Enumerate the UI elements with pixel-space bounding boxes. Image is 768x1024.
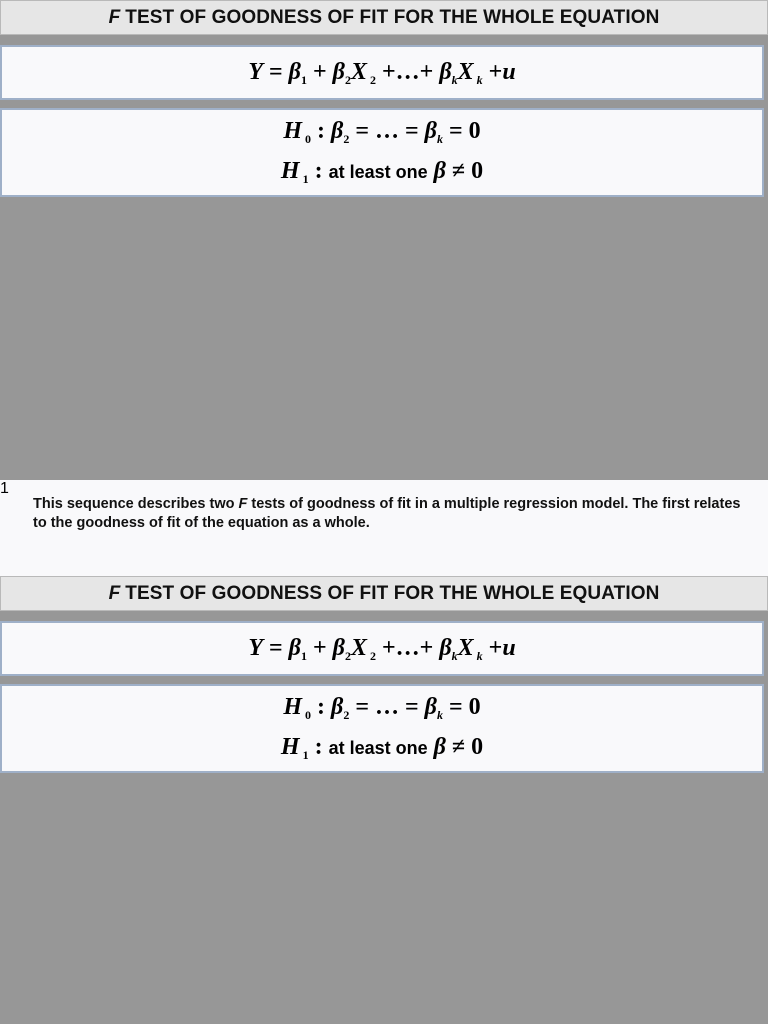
- slide-title-bottom: [0, 576, 768, 611]
- title-italic-f: F: [108, 6, 121, 28]
- null-hypothesis: H $_0$ : $\beta_2$ = … = $\beta_k = 0$: [283, 694, 481, 722]
- alternative-hypothesis: H $_1$ : at least one β ≠ 0: [280, 158, 484, 186]
- title-italic-f: F: [108, 582, 121, 604]
- regression-equation: $Y = \beta_1 + \beta_2X$ $_2$ +…+ $\beta_kX$ $_k$ +u: [248, 59, 516, 87]
- slide-title-top: [0, 0, 768, 35]
- hypothesis-words: at least one: [328, 738, 428, 758]
- title-text: TEST OF GOODNESS OF FIT FOR THE WHOLE EQUATION: [125, 6, 660, 28]
- alternative-hypothesis: H $_1$ : at least one β ≠ 0: [280, 734, 484, 762]
- caption-text: [33, 495, 743, 533]
- caption-italic-f: F: [238, 496, 248, 512]
- page-number: 1: [0, 480, 9, 497]
- caption-part1: This sequence describes two: [33, 496, 239, 512]
- title-text: TEST OF GOODNESS OF FIT FOR THE WHOLE EQUATION: [125, 582, 660, 604]
- regression-equation-box: [0, 45, 764, 100]
- caption-part2: tests of goodness of fit in a multiple regression model. The first relates to the goodness of fit of the equation as a whole.: [33, 496, 741, 531]
- hypotheses-box: [0, 684, 764, 773]
- caption-panel: [0, 480, 768, 576]
- hypothesis-words: at least one: [328, 162, 428, 182]
- regression-equation-box: [0, 621, 764, 676]
- null-hypothesis: H $_0$ : $\beta_2$ = … = $\beta_k = 0$: [283, 118, 481, 146]
- regression-equation: $Y = \beta_1 + \beta_2X$ $_2$ +…+ $\beta_kX$ $_k$ +u: [248, 635, 516, 663]
- hypotheses-box: [0, 108, 764, 197]
